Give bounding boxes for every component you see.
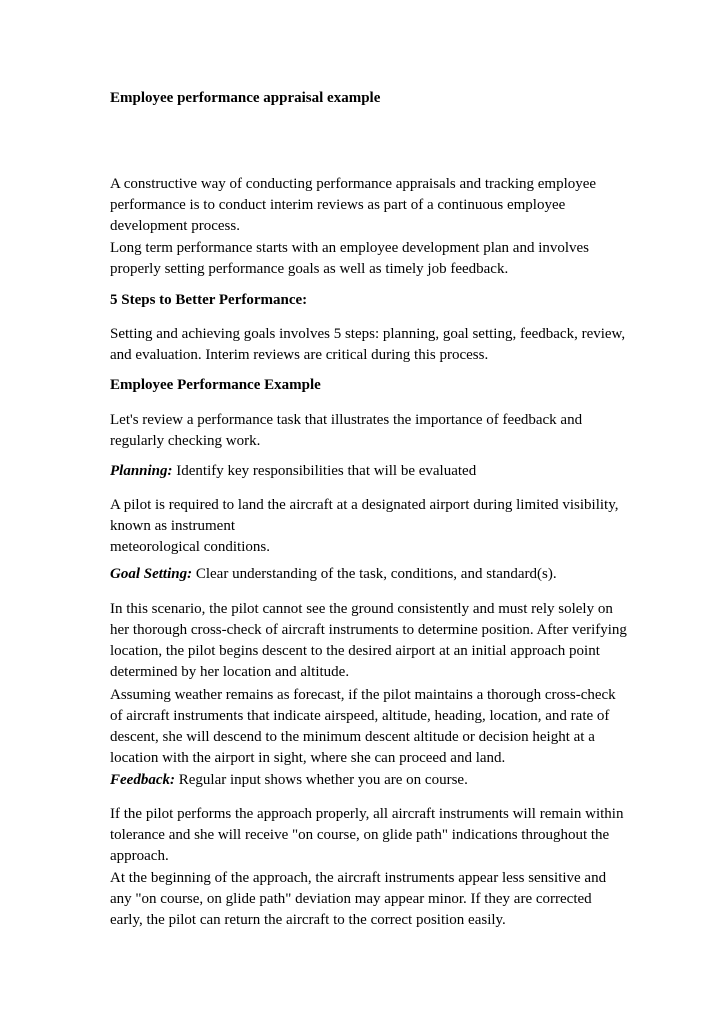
feedback-text: Regular input shows whether you are on course. [174, 772, 468, 788]
text-line: performance is to conduct interim reviews as part of a continuous employee [110, 197, 566, 213]
text-line: known as instrument [110, 518, 235, 534]
example-intro-paragraph [110, 410, 630, 452]
text-line: Assuming weather remains as forecast, if the pilot maintains a thorough cross-check [110, 687, 616, 703]
assuming-paragraph [110, 685, 630, 769]
text-line: approach. [110, 848, 169, 864]
goal-setting-text: Clear understanding of the task, conditions, and standard(s). [192, 566, 557, 582]
steps-heading: 5 Steps to Better Performance: [110, 292, 308, 308]
long-term-paragraph [110, 238, 630, 280]
text-line: In this scenario, the pilot cannot see the ground consistently and must rely solely on [110, 601, 613, 617]
text-line: regularly checking work. [110, 433, 261, 449]
text-line: descent, she will descend to the minimum descent altitude or decision height at a [110, 729, 595, 745]
planning-label: Planning: [110, 463, 173, 479]
text-line: Let's review a performance task that illustrates the importance of feedback and [110, 412, 583, 428]
feedback-label: Feedback: [110, 772, 175, 788]
text-line: early, the pilot can return the aircraft to the correct position easily. [110, 912, 506, 928]
text-line: If the pilot performs the approach properly, all aircraft instruments will remain within [110, 806, 624, 822]
pilot-intro-paragraph [110, 495, 630, 558]
text-line: tolerance and she will receive "on course, on glide path" indications throughout the [110, 827, 610, 843]
text-line: Setting and achieving goals involves 5 steps: planning, goal setting, feedback, review, [110, 326, 626, 342]
steps-paragraph [110, 324, 630, 366]
text-line: At the beginning of the approach, the aircraft instruments appear less sensitive and [110, 870, 607, 886]
planning-text: Identify key responsibilities that will be evaluated [172, 463, 477, 479]
text-line: A constructive way of conducting performance appraisals and tracking employee [110, 176, 597, 192]
text-line: location with the airport in sight, where she can proceed and land. [110, 750, 506, 766]
text-line: A pilot is required to land the aircraft at a designated airport during limited visibility, [110, 497, 619, 513]
text-line: her thorough cross-check of aircraft instruments to determine position. After verifying [110, 622, 627, 638]
text-line: meteorological conditions. [110, 539, 270, 555]
text-line: any "on course, on glide path" deviation may appear minor. If they are corrected [110, 891, 592, 907]
text-line: of aircraft instruments that indicate airspeed, altitude, heading, location, and rate of [110, 708, 610, 724]
intro-paragraph [110, 174, 630, 237]
text-line: Long term performance starts with an employee development plan and involves [110, 240, 590, 256]
goal-setting-label: Goal Setting: [110, 566, 193, 582]
feedback-paragraph [110, 770, 630, 791]
text-line: and evaluation. Interim reviews are critical during this process. [110, 347, 489, 363]
text-line: determined by her location and altitude. [110, 664, 350, 680]
text-line: development process. [110, 218, 240, 234]
text-line: properly setting performance goals as well as timely job feedback. [110, 261, 509, 277]
document-title: Employee performance appraisal example [110, 90, 381, 106]
approach-proper-paragraph [110, 804, 630, 867]
approach-begin-paragraph [110, 868, 630, 931]
text-line: location, the pilot begins descent to the desired airport at an initial approach point [110, 643, 600, 659]
scenario-paragraph [110, 599, 630, 683]
goal-setting-paragraph [110, 564, 630, 585]
planning-paragraph [110, 461, 630, 482]
example-heading: Employee Performance Example [110, 377, 321, 393]
